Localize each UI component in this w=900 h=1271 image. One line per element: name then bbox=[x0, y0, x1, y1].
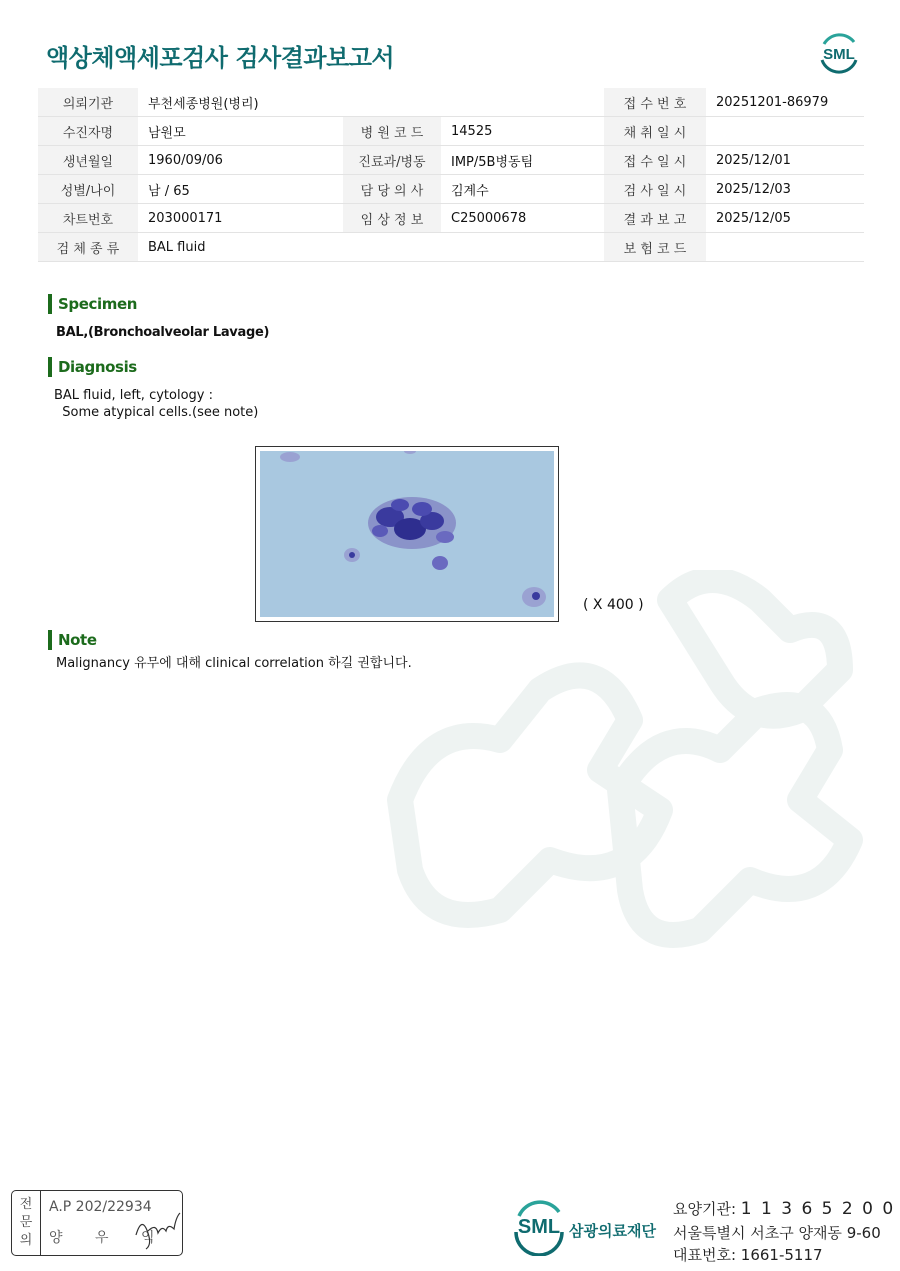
value-department: IMP/5B병동팀 bbox=[441, 146, 604, 175]
note-heading: Note bbox=[48, 630, 97, 650]
address: 서울특별시 서초구 양재동 9-60 bbox=[673, 1224, 881, 1242]
footer-logo-text: SML bbox=[517, 1216, 561, 1238]
label-receipt-number: 접 수 번 호 bbox=[604, 88, 706, 117]
label-sex-age: 성별/나이 bbox=[38, 175, 138, 204]
label-hospital-code: 병 원 코 드 bbox=[343, 117, 441, 146]
sml-footer-logo-icon bbox=[510, 1198, 568, 1256]
diagnosis-line-1: BAL fluid, left, cytology : bbox=[54, 388, 213, 403]
label-clinical-info: 임 상 정 보 bbox=[343, 204, 441, 233]
label-requesting-org: 의뢰기관 bbox=[38, 88, 138, 117]
value-doctor: 김계수 bbox=[441, 175, 604, 204]
value-sex-age: 남 / 65 bbox=[138, 175, 343, 204]
value-specimen-type: BAL fluid bbox=[138, 233, 604, 262]
label-patient-name: 수진자명 bbox=[38, 117, 138, 146]
label-department: 진료과/병동 bbox=[343, 146, 441, 175]
patient-info-table bbox=[38, 88, 864, 262]
foundation-name: 삼광의료재단 bbox=[569, 1222, 656, 1240]
label-insurance-code: 보 험 코 드 bbox=[604, 233, 706, 262]
sml-logo-icon bbox=[816, 30, 862, 76]
specimen-heading: Specimen bbox=[48, 294, 137, 314]
diagnosis-line-2: Some atypical cells.(see note) bbox=[54, 405, 259, 420]
signature-icon bbox=[132, 1205, 182, 1251]
label-chart-number: 차트번호 bbox=[38, 204, 138, 233]
stamp-vertical-label: 전 문 의 bbox=[12, 1191, 41, 1255]
doctor-name: 양 우 익 bbox=[49, 1230, 169, 1246]
value-collection-date bbox=[706, 117, 864, 146]
logo-text: SML bbox=[823, 46, 855, 63]
watermark-logo bbox=[370, 570, 870, 990]
table-row bbox=[38, 117, 864, 146]
value-clinical-info: C25000678 bbox=[441, 204, 604, 233]
table-row bbox=[38, 204, 864, 233]
value-exam-date: 2025/12/03 bbox=[706, 175, 864, 204]
specimen-text: BAL,(Bronchoalveolar Lavage) bbox=[56, 325, 270, 340]
label-exam-date: 검 사 일 시 bbox=[604, 175, 706, 204]
value-insurance-code bbox=[706, 233, 864, 262]
table-row bbox=[38, 233, 864, 262]
ap-number: A.P 202/22934 bbox=[49, 1199, 152, 1215]
label-result-report: 결 과 보 고 bbox=[604, 204, 706, 233]
pathologist-stamp bbox=[11, 1190, 183, 1256]
table-row bbox=[38, 146, 864, 175]
value-patient-name: 남원모 bbox=[138, 117, 343, 146]
phone: 대표번호: 1661-5117 bbox=[673, 1246, 823, 1264]
value-requesting-org: 부천세종병원(병리) bbox=[138, 88, 604, 117]
label-specimen-type: 검 체 종 류 bbox=[38, 233, 138, 262]
cytology-micrograph bbox=[255, 446, 559, 622]
label-receipt-date: 접 수 일 시 bbox=[604, 146, 706, 175]
value-chart-number: 203000171 bbox=[138, 204, 343, 233]
label-doctor: 담 당 의 사 bbox=[343, 175, 441, 204]
report-title: 액상체액세포검사 검사결과보고서 bbox=[46, 44, 395, 72]
value-receipt-date: 2025/12/01 bbox=[706, 146, 864, 175]
value-hospital-code: 14525 bbox=[441, 117, 604, 146]
note-text: Malignancy 유무에 대해 clinical correlation 하길 권합니다. bbox=[56, 656, 412, 671]
institution-code: 요양기관: 1 1 3 6 5 2 0 0 bbox=[673, 1199, 896, 1219]
table-row bbox=[38, 175, 864, 204]
table-row bbox=[38, 88, 864, 117]
value-birth-date: 1960/09/06 bbox=[138, 146, 343, 175]
label-collection-date: 채 취 일 시 bbox=[604, 117, 706, 146]
label-birth-date: 생년월일 bbox=[38, 146, 138, 175]
magnification-label: ( X 400 ) bbox=[583, 597, 644, 613]
value-result-report: 2025/12/05 bbox=[706, 204, 864, 233]
value-receipt-number: 20251201-86979 bbox=[706, 88, 864, 117]
diagnosis-heading: Diagnosis bbox=[48, 357, 137, 377]
